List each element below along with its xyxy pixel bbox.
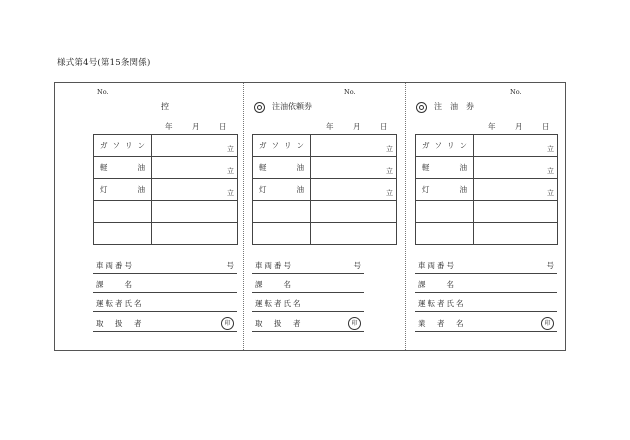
- liter-unit-label: 立: [547, 189, 554, 197]
- fuel-quantity-input[interactable]: [152, 135, 238, 157]
- fuel-type-cell: [94, 201, 152, 223]
- fuel-quantity-input[interactable]: [152, 223, 238, 245]
- fuel-row: [416, 179, 558, 201]
- date-year-label: 年: [326, 122, 334, 131]
- fuel-type-cell: [416, 179, 474, 201]
- signature-line[interactable]: [93, 259, 237, 274]
- fuel-row: [253, 157, 397, 179]
- signature-line-label: 車両番号: [255, 261, 293, 270]
- fuel-quantity-input[interactable]: [311, 223, 397, 245]
- signature-line-label: 課 名: [96, 280, 134, 289]
- fuel-quantity-input[interactable]: [311, 135, 397, 157]
- fuel-quantity-input[interactable]: [474, 223, 558, 245]
- signature-line[interactable]: [252, 317, 364, 332]
- fuel-row: [94, 223, 238, 245]
- signature-line[interactable]: [252, 259, 364, 274]
- signature-line-label: 運転者氏名: [255, 299, 303, 308]
- fuel-type-label: 灯 油: [100, 185, 145, 194]
- fuel-type-cell: [253, 179, 311, 201]
- fuel-type-cell: [94, 135, 152, 157]
- date-field[interactable]: [165, 121, 227, 132]
- fuel-quantity-table: [93, 134, 238, 245]
- date-month-label: 月: [353, 122, 361, 131]
- fuel-type-label: ガ ソ リ ン: [100, 141, 145, 150]
- circle-mark-icon: [254, 102, 265, 113]
- fuel-row: [94, 157, 238, 179]
- fuel-type-label: ガ ソ リ ン: [422, 141, 467, 150]
- voucher-title-text: 控: [161, 102, 169, 111]
- fuel-row: [416, 223, 558, 245]
- seal-stamp-icon: 印: [348, 317, 361, 330]
- signature-line-label: 取 扱 者: [255, 319, 303, 328]
- fuel-quantity-input[interactable]: [311, 179, 397, 201]
- fuel-type-cell: [253, 201, 311, 223]
- voucher-title-text: 注 油 券: [434, 102, 474, 111]
- fuel-quantity-input[interactable]: [311, 201, 397, 223]
- fuel-type-label: ガ ソ リ ン: [259, 141, 304, 150]
- fuel-row: [253, 135, 397, 157]
- voucher-title: [254, 101, 312, 113]
- voucher-frame: [54, 82, 566, 351]
- signature-line[interactable]: [252, 278, 364, 293]
- date-year-label: 年: [488, 122, 496, 131]
- form-number-label: 様式第4号(第15条関係): [57, 58, 151, 68]
- fuel-quantity-input[interactable]: [152, 201, 238, 223]
- fuel-type-cell: [94, 157, 152, 179]
- fuel-quantity-input[interactable]: [474, 157, 558, 179]
- liter-unit-label: 立: [227, 145, 234, 153]
- seal-stamp-icon: 印: [221, 317, 234, 330]
- fuel-quantity-input[interactable]: [474, 179, 558, 201]
- liter-unit-label: 立: [386, 145, 393, 153]
- liter-unit-label: 立: [547, 167, 554, 175]
- fuel-row: [253, 223, 397, 245]
- fuel-row: [416, 135, 558, 157]
- fuel-quantity-input[interactable]: [152, 157, 238, 179]
- suffix-label: 号: [546, 261, 554, 270]
- voucher-panel: [406, 83, 567, 350]
- fuel-row: [416, 157, 558, 179]
- fuel-row: [253, 179, 397, 201]
- fuel-type-cell: [253, 223, 311, 245]
- fuel-type-cell: [416, 157, 474, 179]
- voucher-number-label: No.: [344, 88, 356, 96]
- fuel-type-cell: [253, 135, 311, 157]
- fuel-type-label: 軽 油: [100, 163, 145, 172]
- fuel-type-cell: [416, 201, 474, 223]
- fuel-quantity-input[interactable]: [474, 135, 558, 157]
- suffix-label: 号: [226, 261, 234, 270]
- signature-line-label: 車両番号: [418, 261, 456, 270]
- voucher-panel: [244, 83, 405, 350]
- signature-line-label: 課 名: [418, 280, 456, 289]
- liter-unit-label: 立: [547, 145, 554, 153]
- signature-line-label: 運転者氏名: [418, 299, 466, 308]
- signature-line[interactable]: [415, 278, 557, 293]
- liter-unit-label: 立: [386, 189, 393, 197]
- fuel-type-label: 軽 油: [422, 163, 467, 172]
- fuel-quantity-table: [252, 134, 397, 245]
- fuel-type-cell: [94, 179, 152, 201]
- signature-line-label: 運転者氏名: [96, 299, 144, 308]
- date-month-label: 月: [515, 122, 523, 131]
- signature-line-label: 課 名: [255, 280, 293, 289]
- fuel-type-cell: [253, 157, 311, 179]
- fuel-type-cell: [94, 223, 152, 245]
- date-field[interactable]: [488, 121, 550, 132]
- fuel-row: [253, 201, 397, 223]
- date-day-label: 日: [380, 122, 388, 131]
- fuel-row: [94, 135, 238, 157]
- fuel-type-cell: [416, 135, 474, 157]
- liter-unit-label: 立: [386, 167, 393, 175]
- fuel-type-label: 灯 油: [259, 185, 304, 194]
- date-year-label: 年: [165, 122, 173, 131]
- fuel-type-label: 灯 油: [422, 185, 467, 194]
- voucher-panel: [55, 83, 243, 350]
- voucher-title-text: 注油依頼券: [272, 102, 312, 111]
- fuel-row: [94, 201, 238, 223]
- signature-line[interactable]: [415, 317, 557, 332]
- fuel-row: [94, 179, 238, 201]
- liter-unit-label: 立: [227, 167, 234, 175]
- suffix-label: 号: [353, 261, 361, 270]
- voucher-title: [161, 101, 169, 112]
- signature-line[interactable]: [252, 297, 364, 312]
- seal-stamp-icon: 印: [541, 317, 554, 330]
- fuel-quantity-input[interactable]: [152, 179, 238, 201]
- signature-line[interactable]: [93, 317, 237, 332]
- voucher-number-label: No.: [97, 88, 109, 96]
- liter-unit-label: 立: [227, 189, 234, 197]
- signature-line-label: 取 扱 者: [96, 319, 144, 328]
- fuel-type-label: 軽 油: [259, 163, 304, 172]
- signature-line[interactable]: [93, 297, 237, 312]
- fuel-quantity-input[interactable]: [474, 201, 558, 223]
- voucher-title: [416, 101, 474, 113]
- date-day-label: 日: [542, 122, 550, 131]
- date-day-label: 日: [219, 122, 227, 131]
- signature-line[interactable]: [415, 259, 557, 274]
- date-month-label: 月: [192, 122, 200, 131]
- date-field[interactable]: [326, 121, 388, 132]
- signature-line-label: 車両番号: [96, 261, 134, 270]
- fuel-type-cell: [416, 223, 474, 245]
- voucher-number-label: No.: [510, 88, 522, 96]
- circle-mark-icon: [416, 102, 427, 113]
- signature-line[interactable]: [415, 297, 557, 312]
- fuel-quantity-input[interactable]: [311, 157, 397, 179]
- fuel-quantity-table: [415, 134, 558, 245]
- fuel-row: [416, 201, 558, 223]
- signature-line[interactable]: [93, 278, 237, 293]
- signature-line-label: 業 者 名: [418, 319, 466, 328]
